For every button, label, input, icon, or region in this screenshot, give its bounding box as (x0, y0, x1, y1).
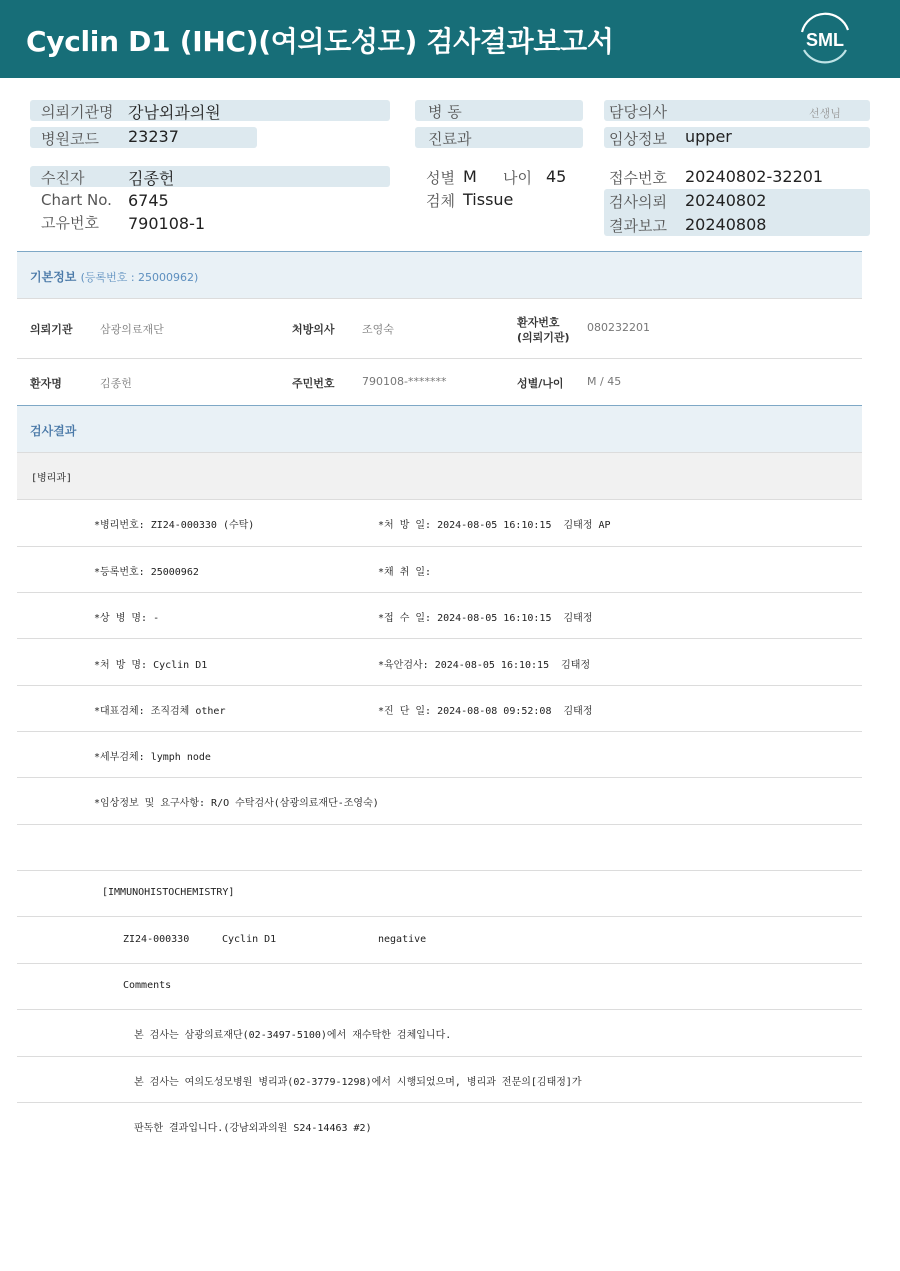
divider (17, 546, 862, 547)
patient-label: 수진자 (41, 169, 85, 187)
dept-band (17, 452, 862, 499)
institution-value: 강남외과의원 (128, 103, 221, 122)
sml-logo (794, 12, 856, 66)
receipt-date: *접 수 일: 2024-08-05 16:10:15 김태정 (378, 613, 593, 624)
basic-inst-value: 삼광의료재단 (100, 323, 164, 336)
request-value: 20240802 (685, 191, 767, 210)
clinical-requirements: *임상정보 및 요구사항: R/O 수탁검사(삼광의료재단-조영숙) (94, 798, 379, 809)
rrn-label: 주민번호 (292, 377, 335, 390)
registration-number: (등록번호 : 25000962) (80, 271, 199, 284)
collection-date: *채 취 일: (378, 567, 432, 578)
unique-value: 790108-1 (128, 214, 206, 233)
report-label: 결과보고 (609, 217, 667, 235)
pathology-number: *병리번호: ZI24-000330 (수탁) (94, 520, 255, 531)
hospital-code-value: 23237 (128, 127, 179, 146)
doctor-label: 담당의사 (609, 103, 667, 121)
rrn-value: 790108-******* (362, 375, 447, 388)
divider (17, 298, 862, 299)
chart-value: 6745 (128, 191, 169, 210)
ihc-marker: Cyclin D1 (222, 934, 277, 945)
divider (17, 592, 862, 593)
comment-line-1: 본 검사는 삼광의료재단(02-3497-5100)에서 재수탁한 검체입니다. (134, 1030, 452, 1041)
ihc-result: negative (378, 934, 427, 945)
specimen-value: Tissue (463, 190, 514, 209)
clinical-info-label: 임상정보 (609, 130, 667, 148)
basic-name-label: 환자명 (30, 377, 62, 390)
comment-line-3: 판독한 결과입니다.(강남외과의원 S24-14463 #2) (134, 1123, 372, 1134)
comment-line-2: 본 검사는 여의도성모병원 병리과(02-3779-1298)에서 시행되었으며, 병리과 전문의[김태정]가 (134, 1077, 582, 1088)
hospital-code-label: 병원코드 (41, 130, 99, 148)
divider (17, 1056, 862, 1057)
patient-no-label-1: 환자번호 (517, 316, 560, 329)
basic-inst-label: 의뢰기관 (30, 323, 73, 336)
ward-label: 병 동 (428, 103, 462, 121)
result-title: 검사결과 (30, 424, 77, 438)
basic-name-value: 김종헌 (100, 377, 132, 390)
basic-info-header (17, 251, 862, 298)
unique-label: 고유번호 (41, 214, 99, 232)
ihc-number: ZI24-000330 (123, 934, 190, 945)
divider (17, 452, 862, 453)
report-value: 20240808 (685, 215, 767, 234)
department-label: 진료과 (428, 130, 472, 148)
divider (17, 685, 862, 686)
divider (17, 963, 862, 964)
divider (17, 1102, 862, 1103)
result-header (17, 405, 862, 452)
comments-label: Comments (123, 980, 172, 991)
patient-value: 김종헌 (128, 169, 175, 188)
report-header (0, 0, 900, 78)
patient-no-label-2: (의뢰기관) (517, 331, 570, 344)
detail-specimen: *세부검체: lymph node (94, 752, 211, 763)
sexage-label: 성별/나이 (517, 377, 564, 390)
basic-info-title-text: 기본정보 (30, 270, 77, 284)
diagnosis-name: *상 병 명: - (94, 613, 160, 624)
chart-label: Chart No. (41, 191, 112, 209)
divider (17, 916, 862, 917)
specimen-label: 검체 (426, 192, 455, 210)
prescriber-value: 조영숙 (362, 323, 394, 336)
registration-no-line: *등록번호: 25000962 (94, 567, 199, 578)
divider (17, 499, 862, 500)
basic-info-title (30, 268, 198, 285)
doctor-suffix: 선생님 (809, 107, 841, 120)
report-title: Cyclin D1 (IHC)(여의도성모) 검사결과보고서 (26, 25, 614, 58)
receipt-value: 20240802-32201 (685, 167, 824, 186)
age-value: 45 (546, 167, 567, 186)
prescription-date: *처 방 일: 2024-08-05 16:10:15 김태정 AP (378, 520, 611, 531)
prescriber-label: 처방의사 (292, 323, 335, 336)
diagnosis-date: *진 단 일: 2024-08-08 09:52:08 김태정 (378, 706, 593, 717)
divider (17, 777, 862, 778)
divider (17, 731, 862, 732)
sex-label: 성별 (426, 169, 455, 187)
request-label: 검사의뢰 (609, 193, 667, 211)
sex-value: M (463, 167, 477, 186)
divider (17, 824, 862, 825)
receipt-label: 접수번호 (609, 169, 667, 187)
age-label: 나이 (503, 169, 532, 187)
institution-label: 의뢰기관명 (41, 103, 114, 121)
sexage-value: M / 45 (587, 375, 622, 388)
divider (17, 1009, 862, 1010)
ihc-header: [IMMUNOHISTOCHEMISTRY] (102, 887, 235, 898)
divider (17, 638, 862, 639)
prescription-name: *처 방 명: Cyclin D1 (94, 660, 208, 671)
patient-no-value: 080232201 (587, 321, 650, 334)
dept-label: [병리과] (31, 473, 73, 484)
gross-exam-date: *육안검사: 2024-08-05 16:10:15 김태정 (378, 660, 591, 671)
logo-text: SML (806, 30, 844, 50)
clinical-info-value: upper (685, 127, 732, 146)
divider (17, 870, 862, 871)
representative-specimen: *대표검체: 조직검체 other (94, 706, 226, 717)
divider (17, 358, 862, 359)
